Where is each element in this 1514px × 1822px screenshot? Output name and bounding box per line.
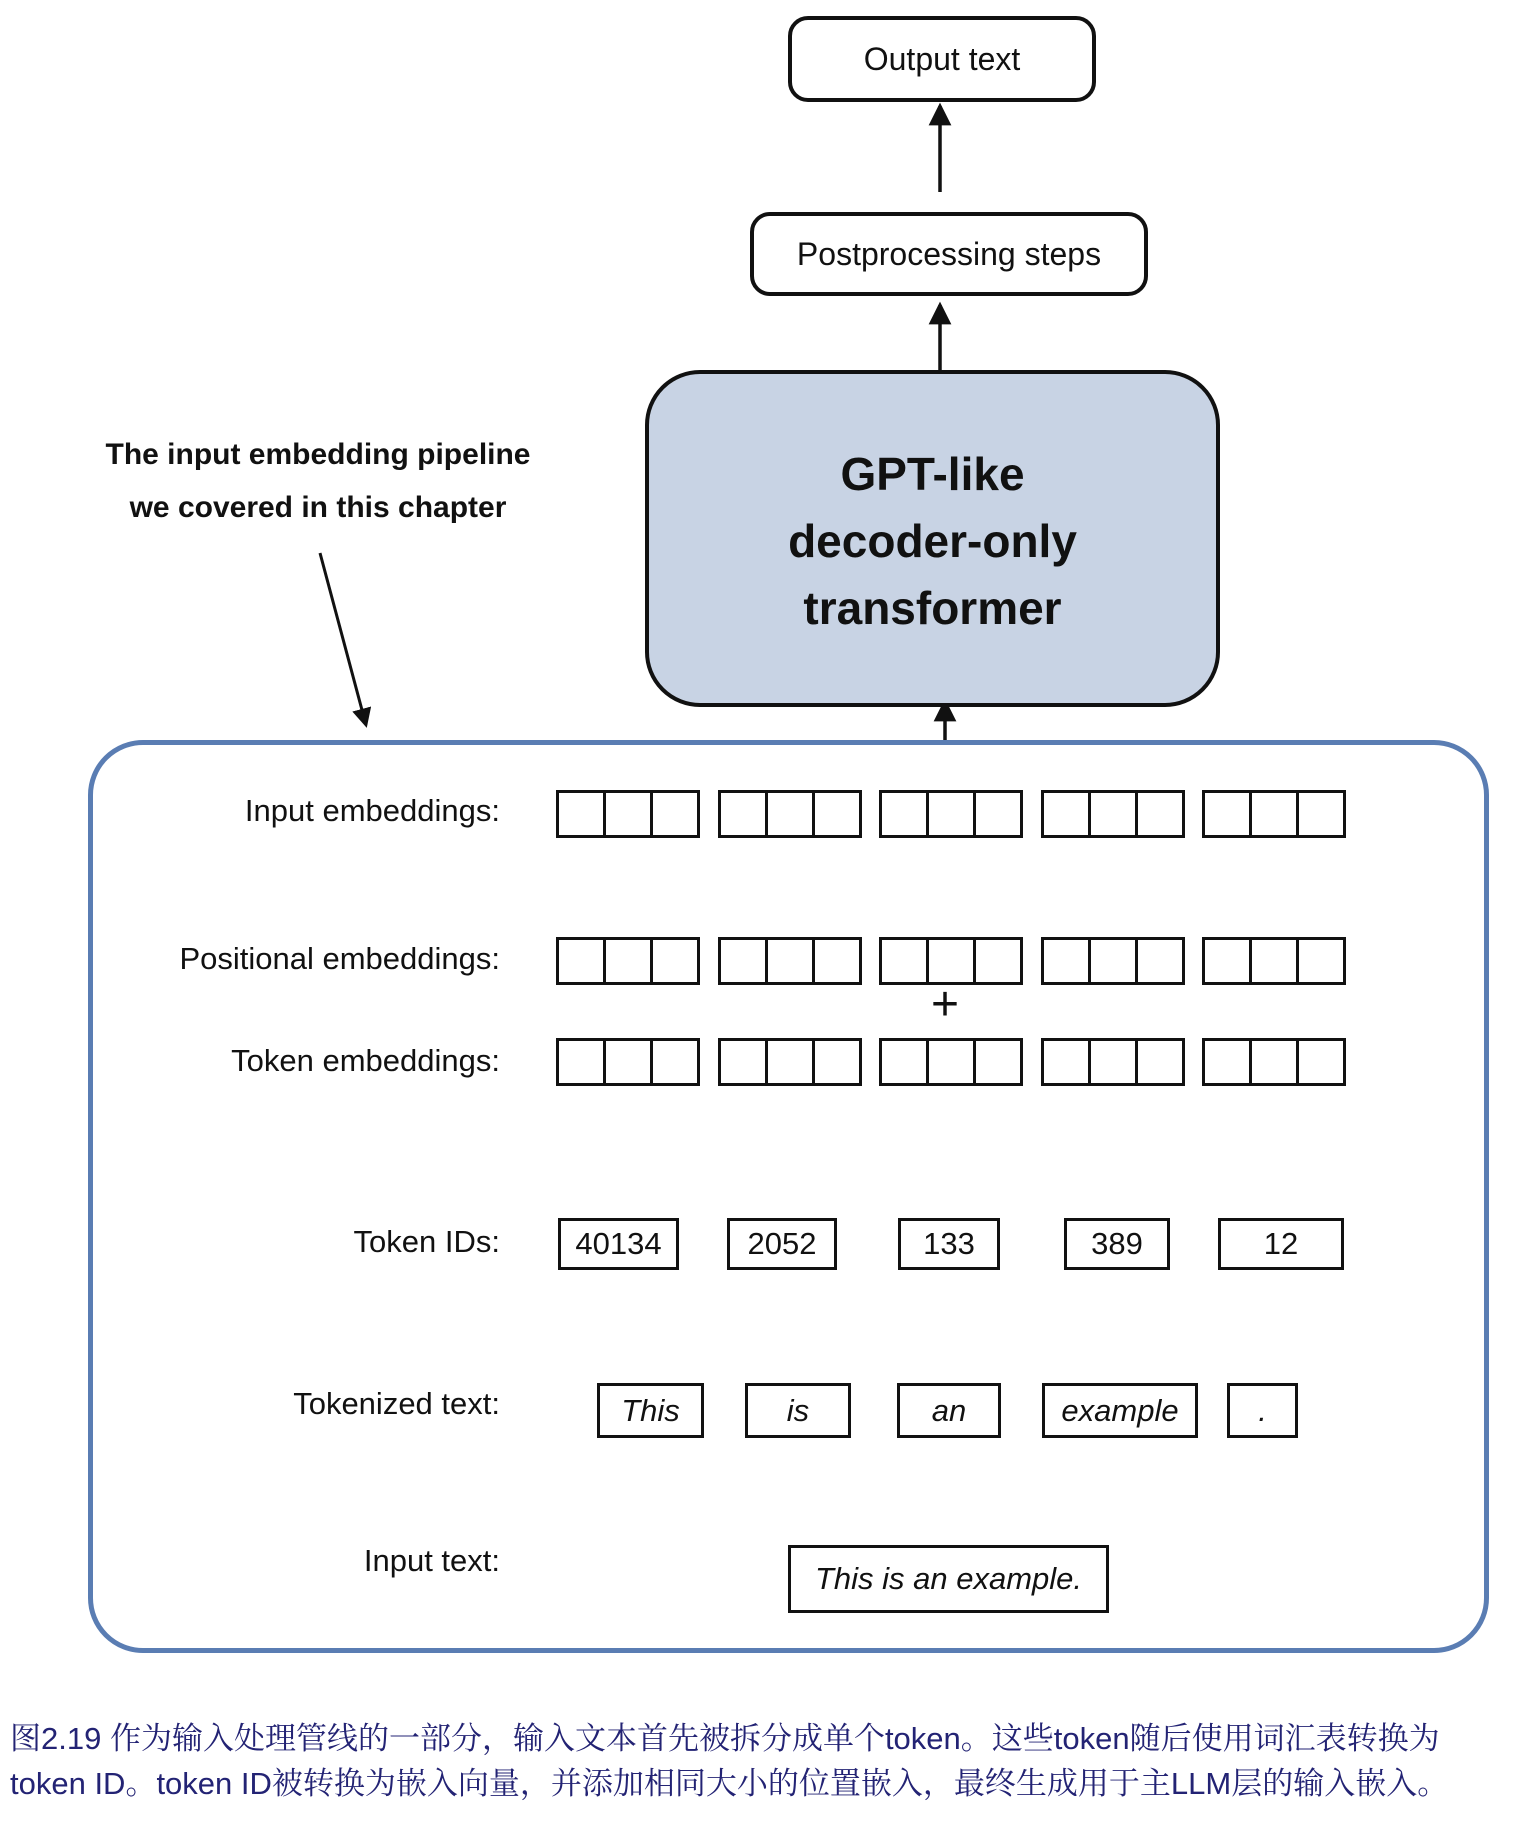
embedding-cell [650,790,700,838]
embedding-cell [812,937,862,985]
embedding-cell [556,937,606,985]
embedding-cell [879,1038,929,1086]
annotation-note [80,428,556,534]
annotation-pointer-arrow [320,553,366,725]
embedding-cell [556,790,606,838]
token-box: an [897,1383,1001,1438]
embedding-cell [812,790,862,838]
embedding-vector-group [1041,937,1185,985]
embedding-cell [1296,790,1346,838]
embedding-cell [926,790,976,838]
input-embeddings-row [556,790,1346,838]
embedding-vector-group [718,937,862,985]
embedding-cell [1088,937,1138,985]
embedding-cell [926,1038,976,1086]
embedding-cell [1249,1038,1299,1086]
embedding-cell [650,1038,700,1086]
embedding-vector-group [718,1038,862,1086]
embedding-cell [879,790,929,838]
embedding-cell [879,937,929,985]
postprocessing-label: Postprocessing steps [796,235,1102,272]
token-ids-label: Token IDs: [353,1224,500,1259]
input-embeddings-label: Input embeddings: [244,793,500,828]
embedding-cell [1202,790,1252,838]
embedding-vector-group [556,790,700,838]
embedding-cell [765,790,815,838]
postprocessing-node [750,212,1148,296]
embedding-cell [1296,1038,1346,1086]
embedding-vector-group [1041,1038,1185,1086]
embedding-cell [718,1038,768,1086]
token-id-box: 389 [1064,1218,1170,1270]
embedding-cell [973,790,1023,838]
embedding-cell [973,937,1023,985]
embedding-cell [765,1038,815,1086]
embedding-cell [812,1038,862,1086]
input-text-box: This is an example. [788,1545,1109,1613]
token-id-box: 12 [1218,1218,1344,1270]
token-box: . [1227,1383,1298,1438]
embedding-cell [718,937,768,985]
gpt-label-line3: transformer [803,582,1062,634]
embedding-cell [1249,790,1299,838]
tokenized-text-label: Tokenized text: [293,1386,500,1421]
embedding-cell [1202,937,1252,985]
embedding-cell [1041,1038,1091,1086]
embedding-cell [650,937,700,985]
embedding-vector-group [556,937,700,985]
embedding-cell [1296,937,1346,985]
embedding-cell [556,1038,606,1086]
embedding-cell [603,1038,653,1086]
embedding-cell [1088,1038,1138,1086]
embedding-cell [1135,1038,1185,1086]
output-text-node [788,16,1096,102]
embedding-cell [1135,790,1185,838]
embedding-cell [1041,790,1091,838]
gpt-transformer-node [645,370,1220,707]
gpt-label-line1: GPT-like [840,448,1025,500]
embedding-cell [718,790,768,838]
embedding-pipeline-container [88,740,1489,1653]
embedding-cell [603,790,653,838]
annotation-line2: we covered in this chapter [129,491,507,524]
token-id-box: 2052 [727,1218,837,1270]
embedding-cell [765,937,815,985]
embedding-cell [1135,937,1185,985]
embedding-vector-group [1041,790,1185,838]
plus-sign: + [930,978,960,1031]
caption-line2: token ID。token ID被转换为嵌入向量，并添加相同大小的位置嵌入，最终生成用于主LLM层的输入嵌入。 [10,1766,1449,1801]
embedding-cell [1041,937,1091,985]
embedding-vector-group [718,790,862,838]
token-box: is [745,1383,851,1438]
embedding-cell [1088,790,1138,838]
figure-caption [10,1716,1448,1806]
annotation-line1: The input embedding pipeline [105,438,531,471]
gpt-label-line2: decoder-only [788,515,1077,567]
output-text-label: Output text [863,40,1021,77]
embedding-vector-group [879,790,1023,838]
token-embeddings-row [556,1038,1346,1086]
embedding-vector-group [879,1038,1023,1086]
embedding-cell [603,937,653,985]
input-text-label: Input text: [363,1543,500,1578]
caption-line1: 图2.19 作为输入处理管线的一部分，输入文本首先被拆分成单个token。这些token随后使用词汇表转换为 [10,1721,1440,1756]
token-id-box: 40134 [558,1218,679,1270]
embedding-vector-group [1202,790,1346,838]
embedding-cell [973,1038,1023,1086]
embedding-cell [1249,937,1299,985]
token-box: This [597,1383,704,1438]
embedding-vector-group [1202,937,1346,985]
token-id-box: 133 [898,1218,1000,1270]
positional-embeddings-label: Positional embeddings: [179,941,500,976]
embedding-vector-group [556,1038,700,1086]
token-embeddings-label: Token embeddings: [231,1043,500,1078]
embedding-vector-group [1202,1038,1346,1086]
embedding-cell [1202,1038,1252,1086]
token-box: example [1042,1383,1198,1438]
